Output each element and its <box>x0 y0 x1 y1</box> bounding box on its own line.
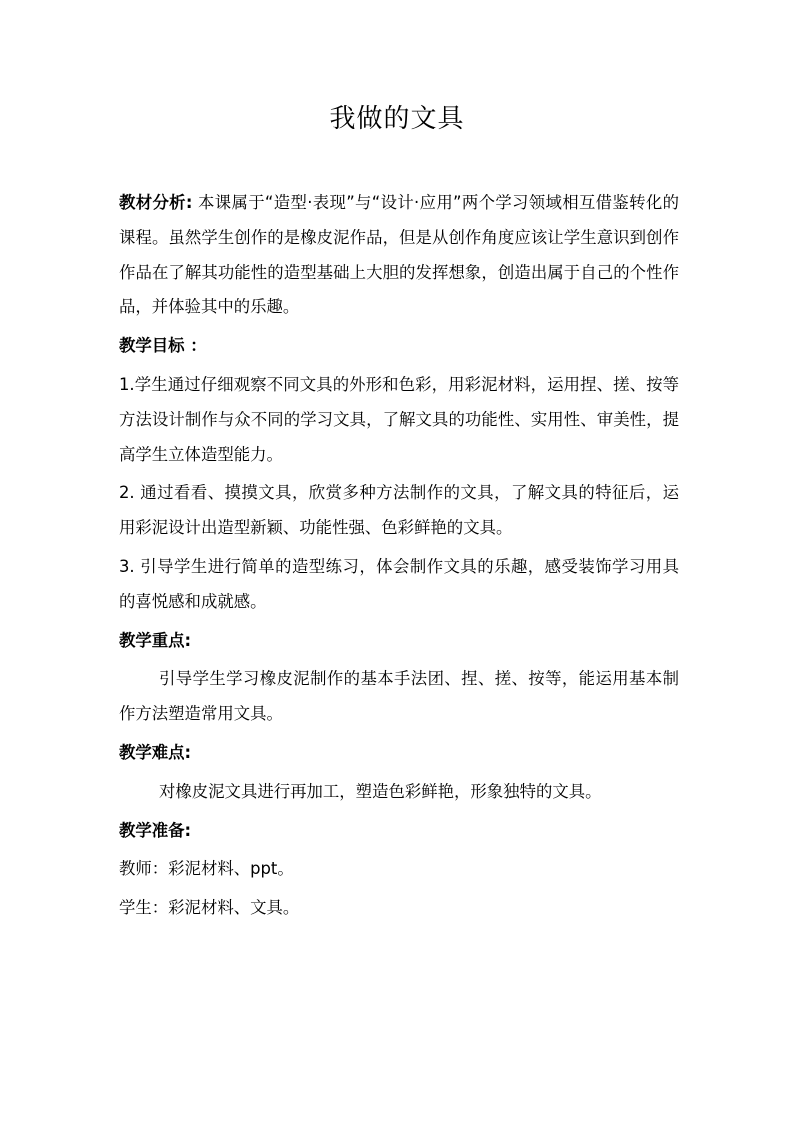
preparation-student: 学生：彩泥材料、文具。 <box>119 898 300 918</box>
analysis-text: 本课属于“造型·表现”与“设计·应用”两个学习领域相互借鉴转化的课程。虽然学生创作的是橡皮泥作品，但是从创作角度应该让学生意识到创作作品在了解其功能性的造型基础上大胆的发挥想象，创造出属于自己的个性作品，并体验其中的乐趣。 <box>119 193 679 317</box>
difficulties-text: 对橡皮泥文具进行再加工，塑造色彩鲜艳，形象独特的文具。 <box>159 781 602 801</box>
key-points-text: 引导学生学习橡皮泥制作的基本手法团、捏、搓、按等，能运用基本制作方法塑造常用文具。 <box>119 669 679 724</box>
objectives-heading: 教学目标 ： <box>119 336 207 356</box>
objective-item-1: 1.学生通过仔细观察不同文具的外形和色彩，用彩泥材料，运用捏、搓、按等方法设计制作与众不同的学习文具，了解文具的功能性、实用性、审美性，提高学生立体造型能力。 <box>119 374 679 464</box>
document-body <box>119 186 679 930</box>
difficulties-heading: 教学难点: <box>119 742 192 762</box>
preparation-heading: 教学准备: <box>119 820 192 840</box>
objective-item-2: 2. 通过看看、摸摸文具，欣赏多种方法制作的文具，了解文具的特征后，运用彩泥设计出造型新颖、功能性强、色彩鲜艳的文具。 <box>119 483 679 538</box>
analysis-paragraph <box>119 186 679 325</box>
objective-item-3: 3. 引导学生进行简单的造型练习，体会制作文具的乐趣，感受装饰学习用具的喜悦感和成就感。 <box>119 556 679 611</box>
preparation-teacher: 教师：彩泥材料、ppt。 <box>119 859 294 879</box>
key-points-heading: 教学重点: <box>119 630 192 650</box>
document-title: 我做的文具 <box>329 104 465 134</box>
analysis-label: 教材分析: <box>119 193 193 212</box>
